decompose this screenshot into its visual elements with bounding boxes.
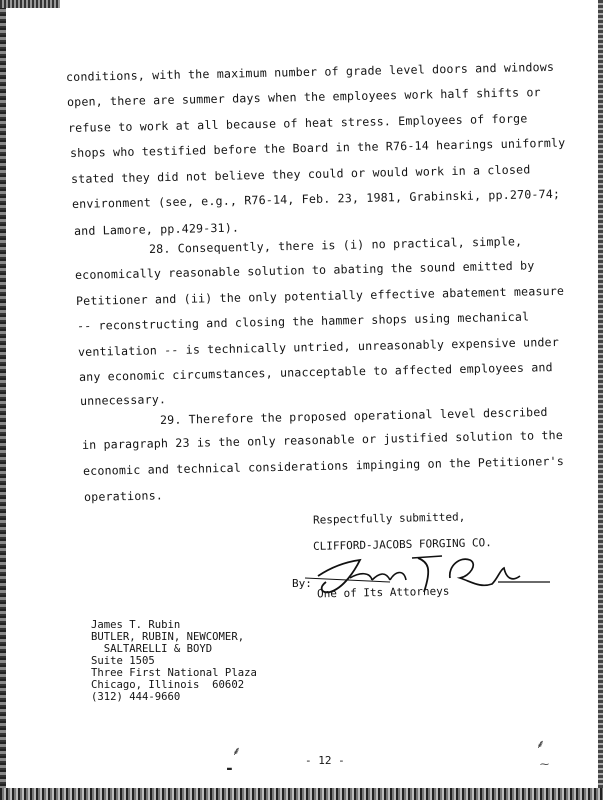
body-line: economically reasonable solution to abating the sound emitted by <box>74 258 535 282</box>
by-label: By: <box>292 577 312 590</box>
address-line: Chicago, Illinois 60602 <box>91 679 245 691</box>
scan-speck: ▬ <box>227 764 232 773</box>
body-line: economic and technical considerations impinging on the Petitioner's <box>82 453 565 478</box>
scan-speck: ⸙ <box>536 737 546 751</box>
address-line: Three First National Plaza <box>91 667 257 679</box>
address-line: BUTLER, RUBIN, NEWCOMER, <box>91 631 245 643</box>
body-line: any economic circumstances, unacceptable to affected employees and <box>78 360 553 384</box>
attorney-role: One of Its Attorneys <box>316 584 450 601</box>
body-line: Petitioner and (ii) the only potentially effective abatement measure <box>75 283 565 308</box>
body-line: ventilation -- is technically untried, unreasonably expensive under <box>77 334 560 359</box>
scan-edge-left <box>0 0 6 800</box>
body-line: -- reconstructing and closing the hammer shops using mechanical <box>76 309 530 333</box>
scan-edge-right <box>598 0 603 800</box>
body-line: environment (see, e.g., R76-14, Feb. 23, 1981, Grabinski, pp.270-74; <box>71 186 561 211</box>
body-line: stated they did not believe they could or would work in a closed <box>70 162 531 186</box>
paragraph-28-start: 28. Consequently, there is (i) no practical, simple, <box>148 234 523 256</box>
body-line: and Lamore, pp.429-31). <box>73 220 240 238</box>
body-line: open, there are summer days when the employees work half shifts or <box>66 85 541 109</box>
closing-text: Respectfully submitted, <box>312 510 466 527</box>
address-line: SALTARELLI & BOYD <box>91 643 213 655</box>
scan-edge-bottom <box>0 788 603 800</box>
body-line: unnecessary. <box>79 392 167 408</box>
body-line: conditions, with the maximum number of grade level doors and windows <box>65 59 555 84</box>
scan-edge-top <box>0 0 60 8</box>
address-line: James T. Rubin <box>91 619 181 631</box>
address-line: (312) 444-9660 <box>91 691 181 703</box>
scan-speck: ⸙ <box>232 744 242 758</box>
company-name: CLIFFORD-JACOBS FORGING CO. <box>312 536 492 553</box>
address-line: Suite 1505 <box>91 655 155 667</box>
paragraph-29-start: 29. Therefore the proposed operational level described <box>159 404 548 427</box>
body-line: refuse to work at all because of heat stress. Employees of forge <box>67 111 528 135</box>
page-number: - 12 - <box>305 754 345 767</box>
scan-speck: ⁓ <box>540 760 549 770</box>
body-line: in paragraph 23 is the only reasonable or justified solution to the <box>81 427 564 452</box>
body-line: shops who testified before the Board in the R76-14 hearings uniformly <box>69 135 566 160</box>
body-line: operations. <box>83 488 164 504</box>
